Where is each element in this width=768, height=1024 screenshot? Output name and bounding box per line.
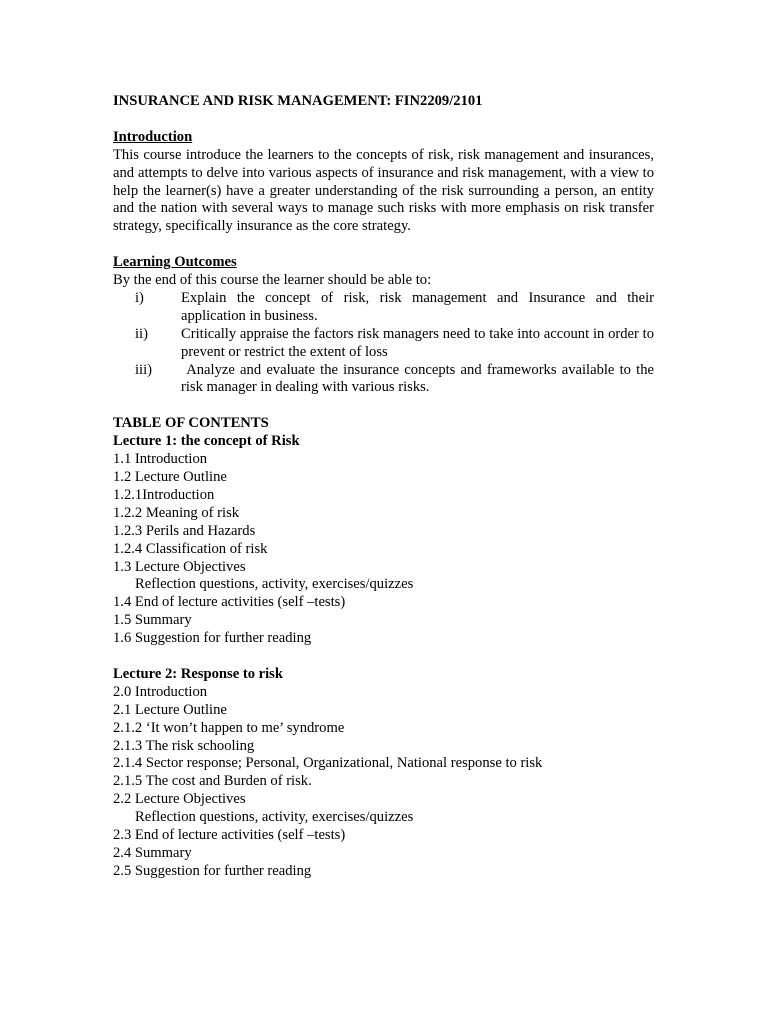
toc-line: 1.2.4 Classification of risk xyxy=(113,540,268,557)
toc-line: 1.2.1Introduction xyxy=(113,486,215,503)
introduction-heading: Introduction xyxy=(113,128,193,145)
outcome-number: i) xyxy=(135,289,144,306)
outcome-number: ii) xyxy=(135,325,148,342)
toc-heading: TABLE OF CONTENTS xyxy=(113,415,269,432)
toc-line: 2.0 Introduction xyxy=(113,683,208,700)
toc-line: 1.2.2 Meaning of risk xyxy=(113,504,240,521)
lecture1-heading: Lecture 1: the concept of Risk xyxy=(113,433,300,450)
spacer xyxy=(113,397,654,415)
toc-line: Reflection questions, activity, exercises/quizzes xyxy=(135,809,414,826)
learning-outcomes-lead: By the end of this course the learner should be able to: xyxy=(113,272,432,289)
outcome-text: Explain the concept of risk, risk management and Insurance and their application in business. xyxy=(181,289,654,324)
introduction-body: This course introduce the learners to the concepts of risk, risk management and insurances, and attempts to delve into various aspects of insurance and risk management, with a view to help the learner(s) have a greater understanding of the risk surrounding a person, an entity and the nation with several ways to manage such risks with more emphasis on risk transfer strategy, specifically insurance as the core strategy. xyxy=(113,146,654,235)
toc-line: 1.2.3 Perils and Hazards xyxy=(113,522,256,539)
spacer xyxy=(113,648,654,666)
toc-line: 2.1 Lecture Outline xyxy=(113,701,227,718)
outcome-item xyxy=(113,290,654,326)
document-page xyxy=(113,93,658,881)
spacer xyxy=(113,236,654,254)
toc-line: 2.1.3 The risk schooling xyxy=(113,737,255,754)
toc-line: 1.2 Lecture Outline xyxy=(113,468,227,485)
lecture2-heading: Lecture 2: Response to risk xyxy=(113,665,283,682)
outcome-item xyxy=(113,361,658,398)
toc-line: Reflection questions, activity, exercises/quizzes xyxy=(135,576,414,593)
toc-line: 2.2 Lecture Objectives xyxy=(113,791,246,808)
outcome-item xyxy=(113,326,654,362)
outcome-number: iii) xyxy=(135,361,153,378)
toc-line: 1.3 Lecture Objectives xyxy=(113,558,246,575)
toc-line: 2.1.4 Sector response; Personal, Organizational, National response to risk xyxy=(113,755,543,772)
document-title: INSURANCE AND RISK MANAGEMENT: FIN2209/2101 xyxy=(113,93,483,109)
toc-line: 1.1 Introduction xyxy=(113,451,208,468)
outcome-text: Analyze and evaluate the insurance concepts and frameworks available to the risk manager in dealing with various risks. xyxy=(181,361,658,396)
toc-line: 1.4 End of lecture activities (self –tests) xyxy=(113,594,346,611)
toc-line: 1.6 Suggestion for further reading xyxy=(113,630,312,647)
learning-outcomes-heading: Learning Outcomes xyxy=(113,254,237,271)
toc-line: 1.5 Summary xyxy=(113,612,192,629)
toc-line: 2.5 Suggestion for further reading xyxy=(113,862,312,879)
toc-line: 2.4 Summary xyxy=(113,845,192,861)
spacer xyxy=(113,111,654,129)
toc-line: 2.1.2 ‘It won’t happen to me’ syndrome xyxy=(113,719,345,736)
toc-line: 2.1.5 The cost and Burden of risk. xyxy=(113,773,312,790)
outcome-text: Critically appraise the factors risk managers need to take into account in order to prevent or restrict the extent of loss xyxy=(181,325,654,360)
toc-line: 2.3 End of lecture activities (self –tests) xyxy=(113,827,346,844)
